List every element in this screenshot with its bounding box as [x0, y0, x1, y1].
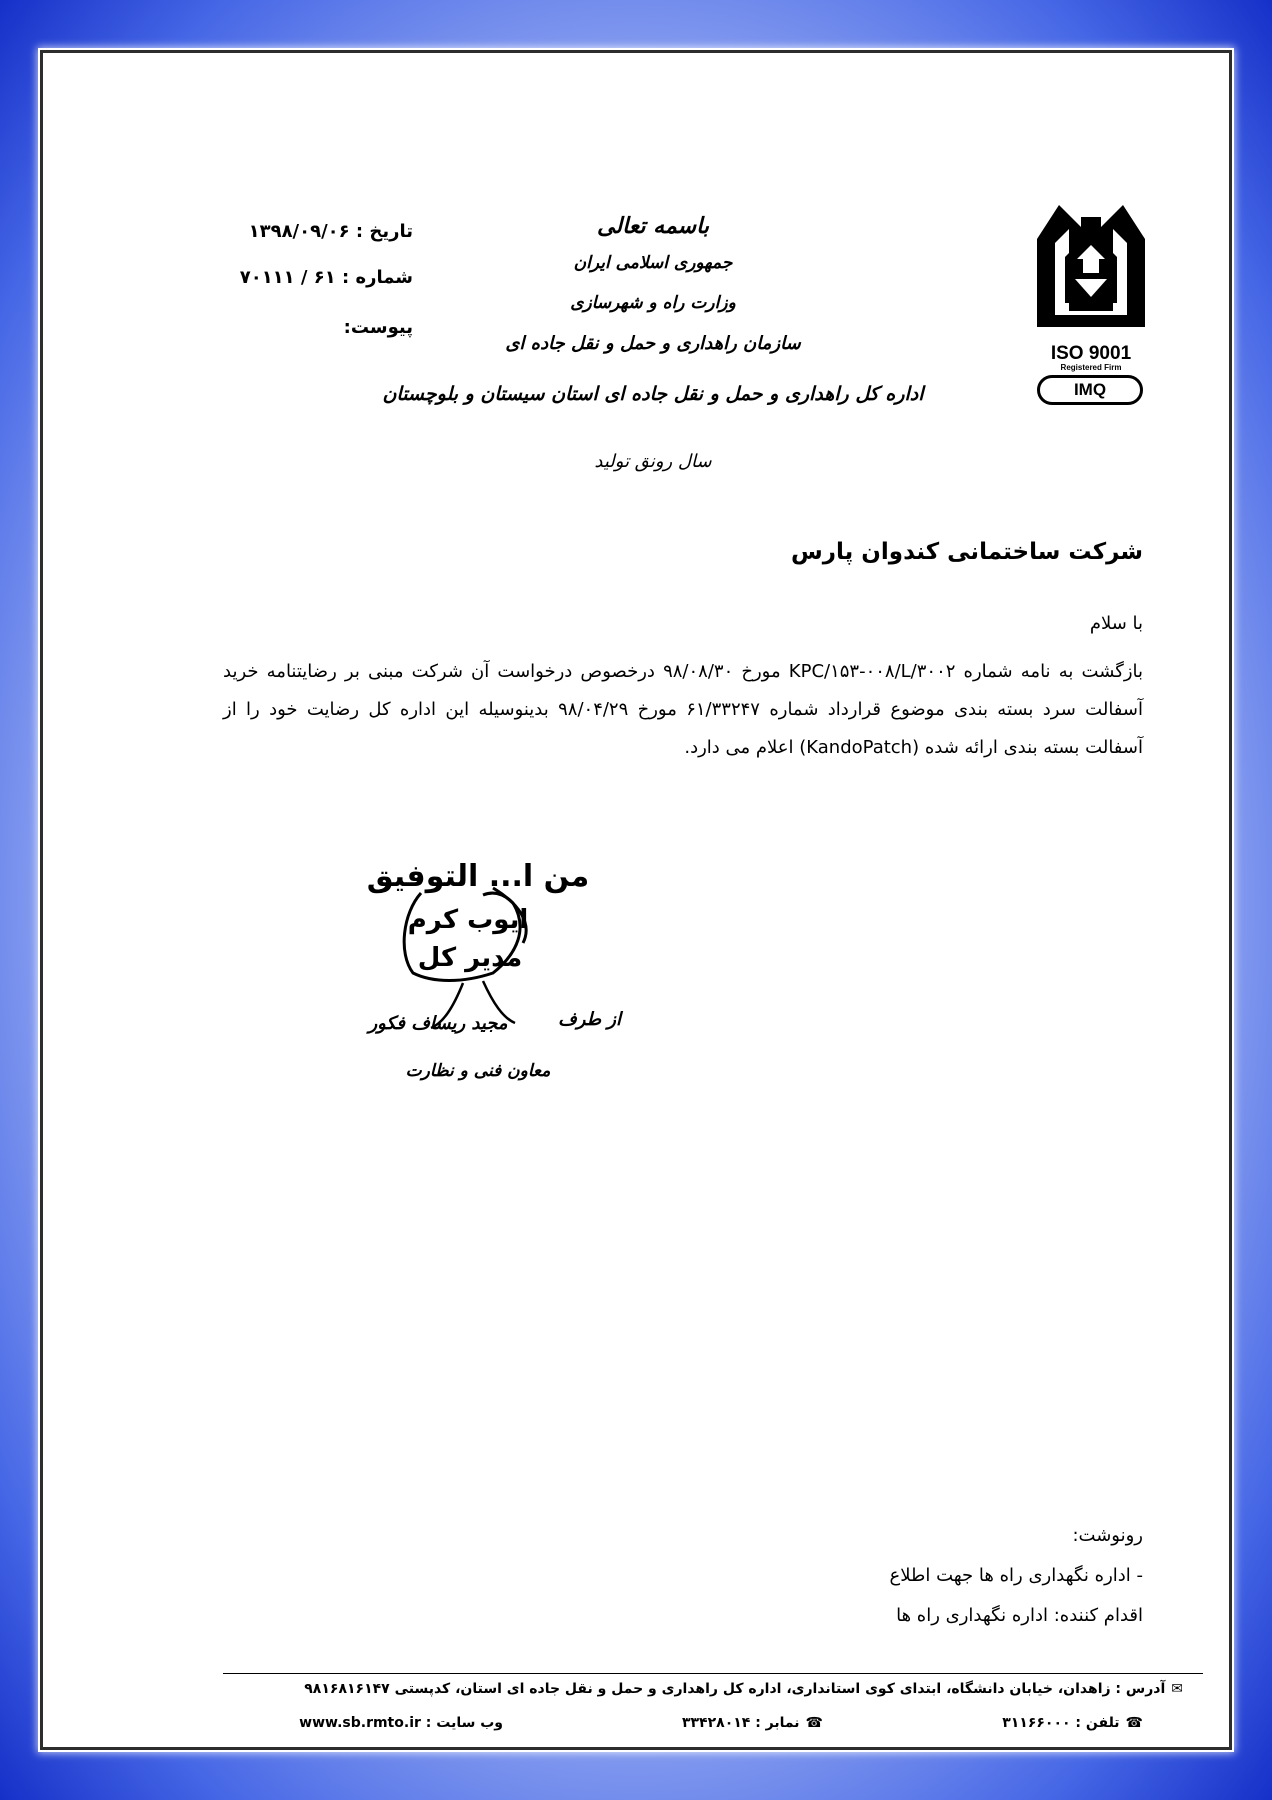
signature-closing: من ا... التوفیق: [366, 859, 590, 894]
footer-phone: [923, 1715, 1143, 1731]
address-icon: ✉: [1171, 1681, 1183, 1697]
iso-label: ISO 9001: [1050, 343, 1132, 364]
footer-fax-text: نمابر : ۳۳۴۲۸۰۱۴: [681, 1715, 800, 1731]
signature-on-behalf: از طرف: [558, 1009, 621, 1030]
year-slogan: سال رونق تولید: [594, 451, 712, 472]
organization-line: سازمان راهداری و حمل و نقل جاده ای: [505, 333, 801, 354]
signature-person: مجید ریساف فکور: [368, 1013, 508, 1034]
footer-website-text[interactable]: وب سایت : www.sb.rmto.ir: [299, 1715, 503, 1731]
letter-page: [40, 50, 1232, 1750]
department-line: اداره کل راهداری و حمل و نقل جاده ای استان سیستان و بلوچستان: [382, 383, 924, 405]
signature-deputy: معاون فنی و نظارت: [405, 1061, 551, 1081]
footer-phone-text: تلفن : ۳۱۱۶۶۰۰۰: [1002, 1715, 1120, 1731]
signature-name: ایوب کرم: [407, 905, 529, 935]
rmto-logo-icon: [1029, 199, 1153, 341]
salutation: با سلام: [1089, 613, 1143, 634]
letter-attachment: پیوست:: [343, 317, 413, 338]
bismillah: باسمه تعالی: [597, 213, 709, 239]
iso-registered-label: Registered Firm: [1060, 363, 1122, 372]
phone-icon: ☎: [1125, 1715, 1143, 1731]
footer-website[interactable]: [223, 1715, 503, 1731]
imq-badge: IMQ: [1037, 375, 1143, 405]
letter-body-text: بازگشت به نامه شماره KPC/۱۵۳-۰۰۸/L/۳۰۰۲ مورخ ۹۸/۰۸/۳۰ درخصوص درخواست آن شرکت مبنی بر رضایتنامه خرید آسفالت سرد بسته بندی موضوع قرارداد شماره ۶۱/۳۳۲۴۷ مورخ ۹۸/۰۴/۲۹ بدینوسیله این اداره کل رضایت خود را از آسفالت بسته بندی ارائه شده (KandoPatch) اعلام می دارد.: [223, 661, 1144, 758]
republic-line: جمهوری اسلامی ایران: [573, 253, 733, 273]
recipient: شرکت ساختمانی کندوان پارس: [791, 539, 1143, 565]
letter-number: شماره : ۶۱ / ۷۰۱۱۱: [239, 267, 413, 288]
fax-icon: ☎: [805, 1715, 823, 1731]
letter-body: [223, 653, 1143, 767]
footer-address-text: آدرس : زاهدان، خیابان دانشگاه، ابتدای کوی استانداری، اداره کل راهداری و حمل و نقل جاده ای استان، کدپستی ۹۸۱۶۸۱۶۱۴۷: [304, 1681, 1166, 1697]
signature-title: مدیر کل: [417, 943, 523, 973]
cc-item: - اداره نگهداری راه ها جهت اطلاع: [889, 1565, 1143, 1586]
footer-fax: [603, 1715, 823, 1731]
cc-label: رونوشت:: [1072, 1525, 1143, 1546]
footer-divider: [223, 1673, 1203, 1674]
footer-address: [223, 1681, 1183, 1697]
cc-action: اقدام کننده: اداره نگهداری راه ها: [896, 1605, 1143, 1626]
letter-date: تاریخ : ۱۳۹۸/۰۹/۰۶: [248, 221, 413, 242]
ministry-line: وزارت راه و شهرسازی: [570, 293, 736, 313]
